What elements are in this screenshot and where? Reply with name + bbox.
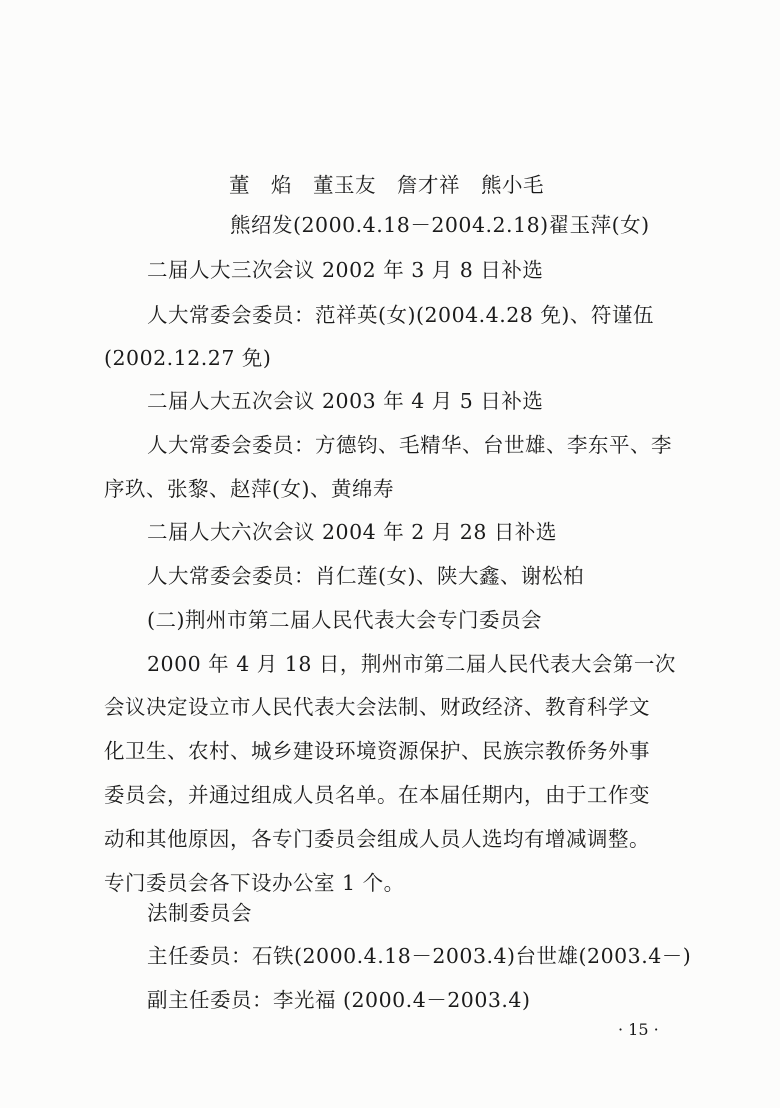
text-line: 熊绍发(2000.4.18－2004.2.18)翟玉萍(女)	[230, 213, 650, 237]
text-line: 二届人大六次会议 2004 年 2 月 28 日补选	[147, 520, 557, 544]
text-line: 会议决定设立市人民代表大会法制、财政经济、教育科学文	[104, 695, 650, 719]
page-number: · 15 ·	[618, 1020, 659, 1039]
text-line: 二届人大三次会议 2002 年 3 月 8 日补选	[147, 258, 544, 282]
text-line: 委员会，并通过组成人员名单。在本届任期内，由于工作变	[104, 783, 650, 807]
text-line: 副主任委员：李光福 (2000.4－2003.4)	[147, 988, 531, 1012]
names-line: 董 焰 董玉友 詹才祥 熊小毛	[229, 173, 544, 197]
section-heading: (二)荆州市第二届人民代表大会专门委员会	[147, 608, 542, 632]
text-line: 主任委员：石铁(2000.4.18－2003.4)台世雄(2003.4－)	[147, 944, 692, 968]
text-line: 人大常委会委员：肖仁莲(女)、陕大鑫、谢松柏	[147, 564, 584, 588]
text-line: 人大常委会委员：方德钧、毛精华、台世雄、李东平、李	[147, 433, 672, 457]
text-line: 序玖、张黎、赵萍(女)、黄绵寿	[104, 477, 394, 501]
text-line: 二届人大五次会议 2003 年 4 月 5 日补选	[147, 389, 544, 413]
text-line: 人大常委会委员：范祥英(女)(2004.4.28 免)、符谨伍	[147, 303, 654, 327]
text-line: 动和其他原因，各专门委员会组成人员人选均有增减调整。	[104, 827, 650, 851]
text-line: 化卫生、农村、城乡建设环境资源保护、民族宗教侨务外事	[104, 739, 650, 763]
text-line: 2000 年 4 月 18 日，荆州市第二届人民代表大会第一次	[147, 652, 676, 676]
text-line: 专门委员会各下设办公室 1 个。	[104, 871, 405, 895]
text-line: (2002.12.27 免)	[104, 346, 272, 370]
subsection-heading: 法制委员会	[147, 901, 252, 925]
